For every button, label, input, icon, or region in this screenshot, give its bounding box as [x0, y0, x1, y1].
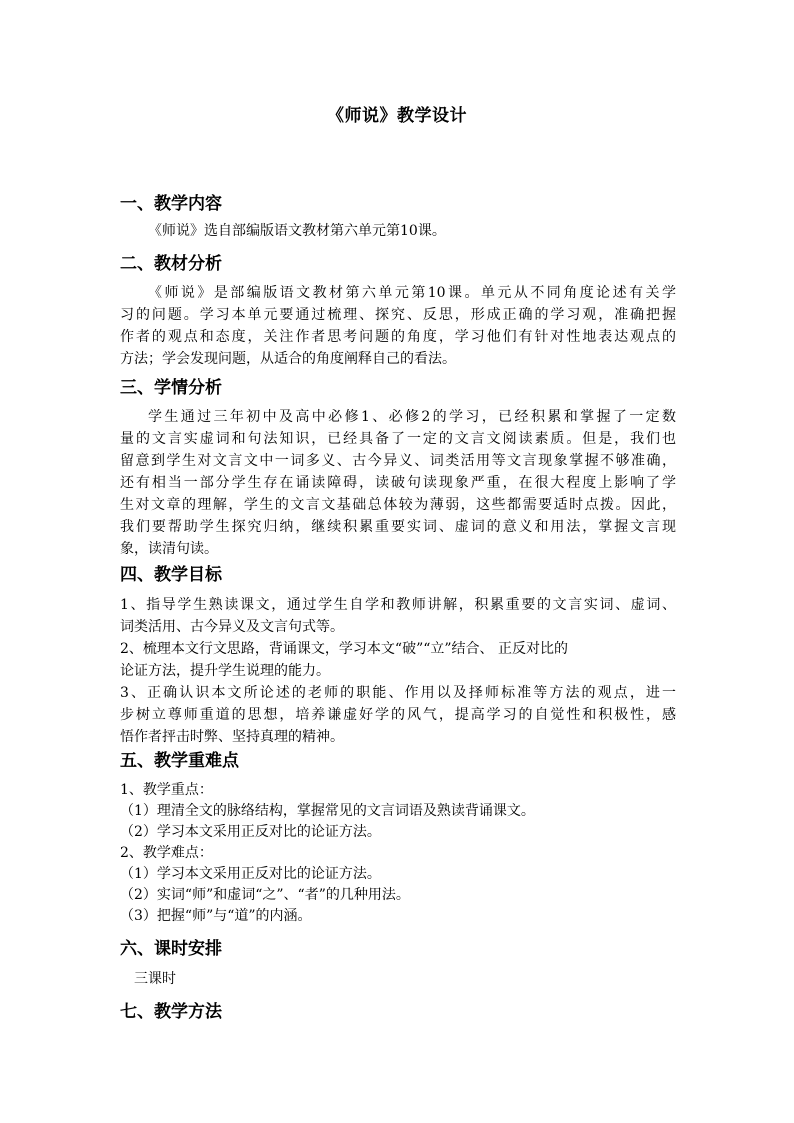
text-line: 方法；学会发现问题，从适合的角度阐释自己的看法。: [120, 351, 456, 367]
text-line: 论证方法，提升学生说理的能力。: [120, 663, 330, 679]
heading-teaching-objectives: 四、教学目标: [120, 565, 222, 585]
text-line: 象，读清句读。: [120, 541, 218, 557]
paragraph-class-schedule: [134, 968, 690, 990]
text-line: 学生通过三年初中及高中必修1、必修2的学习，已经积累和掌握了一定数: [148, 409, 676, 425]
heading-key-difficult-points: 五、教学重难点: [120, 751, 239, 771]
text-line: 2、梳理本文行文思路，背诵课文，学习本文“破”“立”结合、 正反对比的: [120, 641, 568, 657]
text-line: （1）学习本文采用正反对比的论证方法。: [120, 866, 381, 882]
heading-student-analysis: 三、学情分析: [120, 378, 222, 398]
paragraph-teaching-content: [148, 220, 704, 242]
paragraph-student-analysis: [120, 406, 676, 560]
text-line: 1、指导学生熟读课文，通过学生自学和教师讲解，积累重要的文言实词、虚词、: [120, 597, 676, 613]
text-line: （2）实词“师”和虚词“之”、“者”的几种用法。: [120, 887, 410, 903]
heading-class-schedule: 六、课时安排: [120, 939, 222, 959]
text-line: 词类活用、古今异义及文言句式等。: [120, 619, 344, 635]
text-line: 步树立尊师重道的思想，培养谦虚好学的风气，提高学习的自觉性和积极性，感: [120, 707, 676, 723]
document-title: 《师说》教学设计: [327, 106, 467, 126]
text-line: 量的文言实虚词和句法知识，已经具备了一定的文言文阅读素质。但是，我们也: [120, 431, 676, 447]
text-line: 生对文章的理解，学生的文言文基础总体较为薄弱，这些都需要适时点拨。因此，: [120, 497, 676, 513]
text-line: 悟作者抨击时弊、坚持真理的精神。: [120, 729, 344, 745]
paragraph-key-difficult-points: [120, 780, 676, 927]
text-line: （2）学习本文采用正反对比的论证方法。: [120, 824, 381, 840]
text-line: 三课时: [134, 971, 176, 987]
text-line: 我们要帮助学生探究归纳，继续积累重要实词、虚词的意义和用法，掌握文言现: [120, 519, 676, 535]
text-line: 《师说》选自部编版语文教材第六单元第10课。: [148, 223, 446, 239]
text-line: （1）理清全文的脉络结构，掌握常见的文言词语及熟读背诵课文。: [120, 803, 535, 819]
text-line: 习的问题。学习本单元要通过梳理、探究、反思，形成正确的学习观，准确把握: [120, 307, 676, 323]
paragraph-teaching-objectives: [120, 594, 676, 748]
heading-material-analysis: 二、教材分析: [120, 254, 222, 274]
text-line: 3、正确认识本文所论述的老师的职能、作用以及择师标准等方法的观点，进一: [120, 685, 676, 701]
text-line: 《师说》是部编版语文教材第六单元第10课。单元从不同角度论述有关学: [148, 285, 676, 301]
heading-teaching-methods: 七、教学方法: [120, 1002, 222, 1022]
heading-teaching-content: 一、教学内容: [120, 194, 222, 214]
paragraph-material-analysis: [120, 282, 676, 370]
text-line: 作者的观点和态度，关注作者思考问题的角度，学习他们有针对性地表达观点的: [120, 329, 676, 345]
text-line: 还有相当一部分学生存在诵读障碍，读破句读现象严重，在很大程度上影响了学: [120, 475, 676, 491]
text-line: （3）把握“师”与“道”的内涵。: [120, 908, 312, 924]
text-line: 2、教学难点：: [120, 845, 213, 861]
text-line: 1、教学重点：: [120, 782, 213, 798]
text-line: 留意到学生对文言文中一词多义、古今异义、词类活用等文言现象掌握不够准确，: [120, 453, 676, 469]
